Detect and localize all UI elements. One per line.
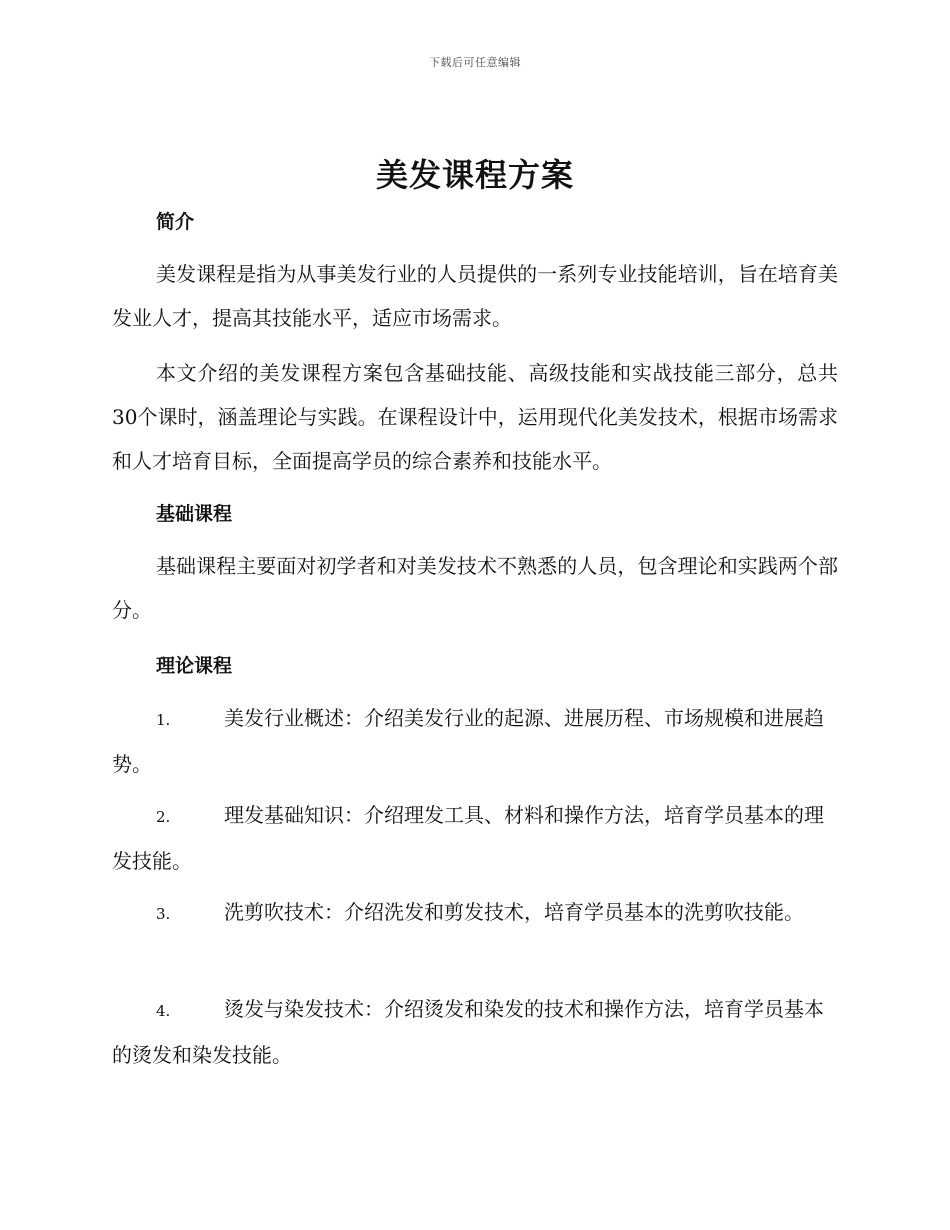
list-item-text: 烫发与染发技术：介绍烫发和染发的技术和操作方法，培育学员基本的烫发和染发技能。: [112, 997, 824, 1067]
intro-paragraph-2: 本文介绍的美发课程方案包含基础技能、高级技能和实战技能三部分，总共30个课时，涵盖理论与实践。在课程设计中，运用现代化美发技术，根据市场需求和人才培育目标，全面提高学员的综合素养和技能水平。: [112, 361, 838, 473]
page-header-note: 下载后可任意编辑: [429, 56, 521, 69]
document-title: 美发课程方案: [375, 156, 574, 194]
list-item: [112, 987, 838, 1077]
list-item: [112, 793, 838, 883]
section-heading-basic-course: 基础课程: [156, 503, 233, 525]
list-item-number: 1.: [156, 711, 171, 729]
list-item-text: 美发行业概述：介绍美发行业的起源、进展历程、市场规模和进展趋势。: [112, 706, 824, 776]
list-item-text: 洗剪吹技术：介绍洗发和剪发技术，培育学员基本的洗剪吹技能。: [224, 900, 804, 924]
section-heading-intro: 简介: [156, 211, 195, 233]
section-heading-theory-course: 理论课程: [156, 655, 233, 677]
list-item-number: 4.: [156, 1002, 171, 1020]
list-item-text: 理发基础知识：介绍理发工具、材料和操作方法，培育学员基本的理发技能。: [112, 803, 824, 873]
list-item-number: 3.: [156, 905, 171, 923]
basic-course-paragraph: 基础课程主要面对初学者和对美发技术不熟悉的人员，包含理论和实践两个部分。: [112, 554, 838, 622]
list-item-number: 2.: [156, 808, 171, 826]
list-item: [112, 890, 838, 936]
list-item: [112, 696, 838, 786]
intro-paragraph-1: 美发课程是指为从事美发行业的人员提供的一系列专业技能培训，旨在培育美发业人才，提高其技能水平，适应市场需求。: [112, 262, 838, 330]
